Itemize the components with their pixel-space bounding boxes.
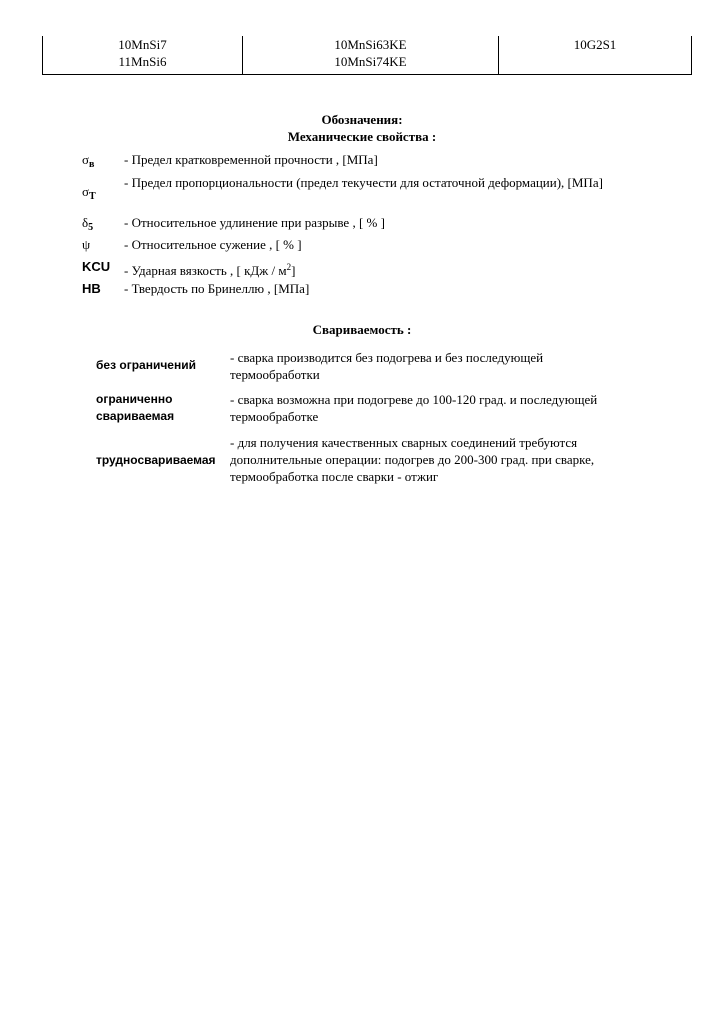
legend-title: Обозначения:: [321, 112, 403, 127]
grade-cell: 11MnSi6: [118, 54, 167, 69]
weldability-desc: - сварка возможна при подогреве до 100-120 град. и последующей термообработке: [230, 392, 598, 424]
steel-grades-table: [42, 36, 692, 75]
weldability-title: Свариваемость :: [312, 322, 412, 337]
grades-column-1: [43, 36, 243, 74]
weldability-label: трудносвариваемая: [96, 453, 216, 467]
weldability-desc: - сварка производится без подогрева и без последующей термообработки: [230, 350, 544, 382]
grade-cell: 10MnSi7: [118, 37, 167, 52]
legend-text: - Ударная вязкость , [ кДж / $м^2$]: [124, 262, 296, 278]
symbol-hb: HB: [82, 281, 101, 296]
symbol-psi: ψ: [82, 237, 91, 252]
weldability-label: ограниченно свариваемая: [96, 392, 175, 423]
grades-column-3: [499, 36, 691, 74]
weldability-label: без ограничений: [96, 358, 196, 372]
mechanical-properties-title: Механические свойства :: [287, 129, 437, 144]
grades-column-2: [243, 36, 499, 74]
legend-text: - Относительное удлинение при разрыве , [ % ]: [124, 215, 385, 230]
legend-text: - Относительное сужение , [ % ]: [124, 237, 302, 252]
grade-cell: 10MnSi74KE: [334, 54, 407, 69]
grade-cell: 10MnSi63KE: [334, 37, 407, 52]
symbol-delta-5: $\delta_5$: [82, 215, 94, 233]
symbol-sigma-t: $\sigma_T$: [82, 184, 96, 202]
weldability-desc: - для получения качественных сварных соединений требуются дополнительные операции: подогрев до 200-300 град. при сварке, термообработка после сварки - отжиг: [230, 435, 595, 484]
symbol-sigma-v: $\sigma_в$: [82, 152, 95, 170]
legend-text: - Твердость по Бринеллю , [МПа]: [124, 281, 310, 296]
grade-cell: 10G2S1: [573, 37, 617, 52]
symbol-kcu: KCU: [82, 259, 111, 274]
legend-text: - Предел пропорциональности (предел текучести для остаточной деформации), [МПа]: [124, 175, 603, 190]
legend-text: - Предел кратковременной прочности , [МПа]: [124, 152, 378, 167]
